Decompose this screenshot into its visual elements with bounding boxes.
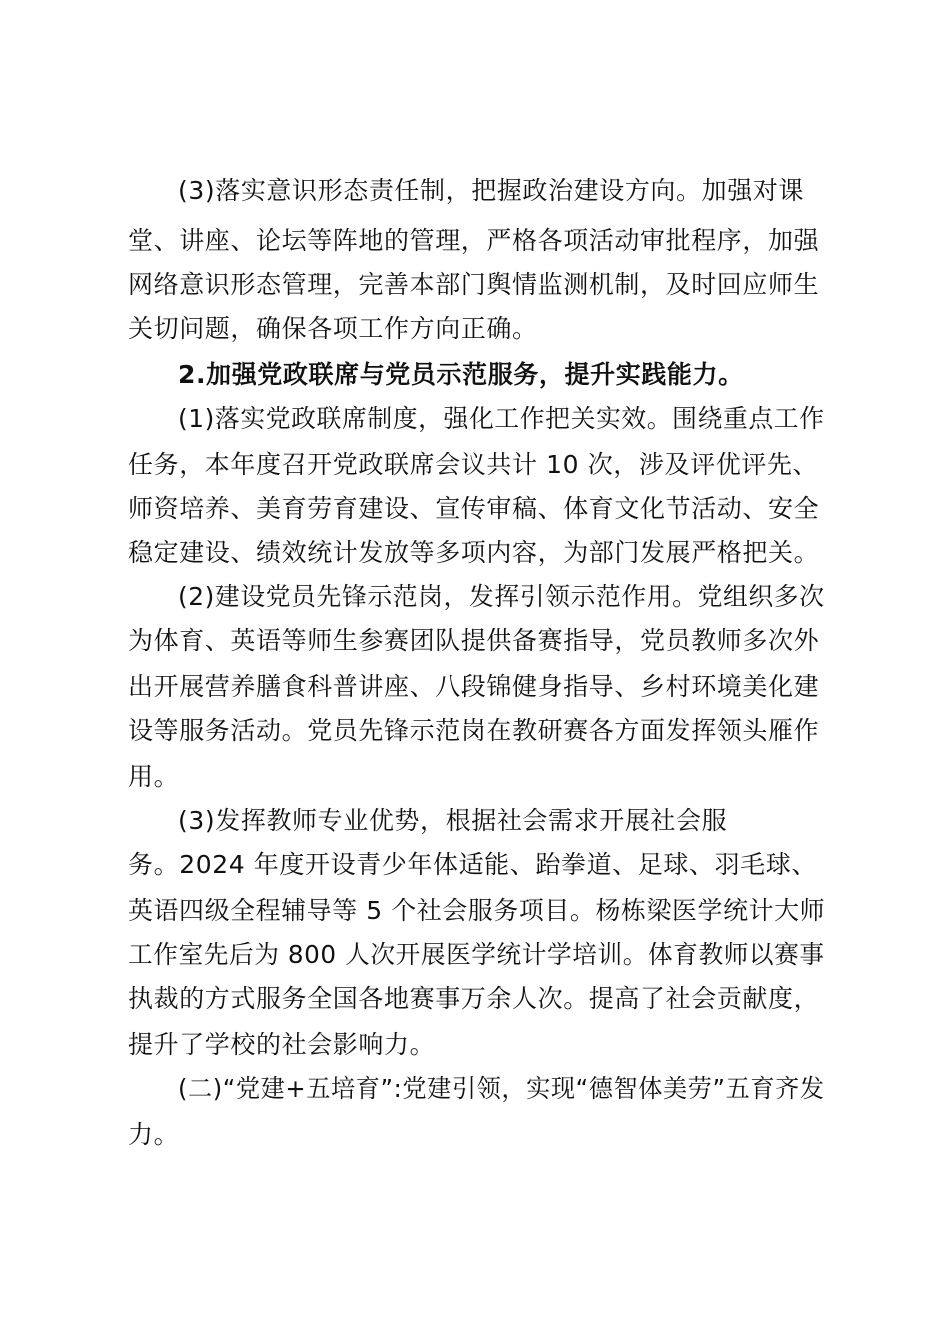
text-line-9: 稳定建设、绩效统计发放等多项内容，为部门发展严格把关。: [128, 538, 820, 567]
text-line-19: 执裁的方式服务全国各地赛事万余人次。提高了社会贡献度，: [128, 984, 820, 1013]
text-line-10: (2)建设党员先锋示范岗，发挥引领示范作用。党组织多次: [178, 582, 825, 611]
text-line-4: 关切问题，确保各项工作方向正确。: [128, 314, 538, 343]
text-line-15: (3)发挥教师专业优势，根据社会需求开展社会服: [178, 806, 728, 835]
text-line-12: 出开展营养膳食科普讲座、八段锦健身指导、乡村环境美化建: [128, 672, 820, 701]
text-line-6: (1)落实党政联席制度，强化工作把关实效。围绕重点工作: [178, 404, 825, 433]
text-line-13: 设等服务活动。党员先锋示范岗在教研赛各方面发挥领头雁作: [128, 716, 820, 745]
text-line-20: 提升了学校的社会影响力。: [128, 1030, 436, 1059]
text-line-3: 网络意识形态管理，完善本部门舆情监测机制，及时回应师生: [128, 270, 820, 299]
section-heading: 2.加强党政联席与党员示范服务，提升实践能力。: [178, 360, 744, 389]
text-line-1: (3)落实意识形态责任制，把握政治建设方向。加强对课: [178, 176, 805, 205]
text-line-11: 为体育、英语等师生参赛团队提供备赛指导，党员教师多次外: [128, 626, 820, 655]
text-line-8: 师资培养、美育劳育建设、宣传审稿、体育文化节活动、安全: [128, 494, 820, 523]
text-line-22: 力。: [128, 1120, 180, 1149]
text-line-18: 工作室先后为 800 人次开展医学统计学培训。体育教师以赛事: [128, 940, 825, 969]
text-line-16: 务。2024 年度开设青少年体适能、跆拳道、足球、羽毛球、: [128, 850, 817, 879]
text-line-14: 用。: [128, 762, 180, 791]
text-line-17: 英语四级全程辅导等 5 个社会服务项目。杨栋梁医学统计大师: [128, 896, 826, 925]
text-line-21: (二)“党建+五培育”:党建引领，实现“德智体美劳”五育齐发: [178, 1074, 825, 1103]
text-line-7: 任务，本年度召开党政联席会议共计 10 次，涉及评优评先、: [128, 450, 819, 479]
text-line-2: 堂、讲座、论坛等阵地的管理，严格各项活动审批程序，加强: [128, 226, 820, 255]
